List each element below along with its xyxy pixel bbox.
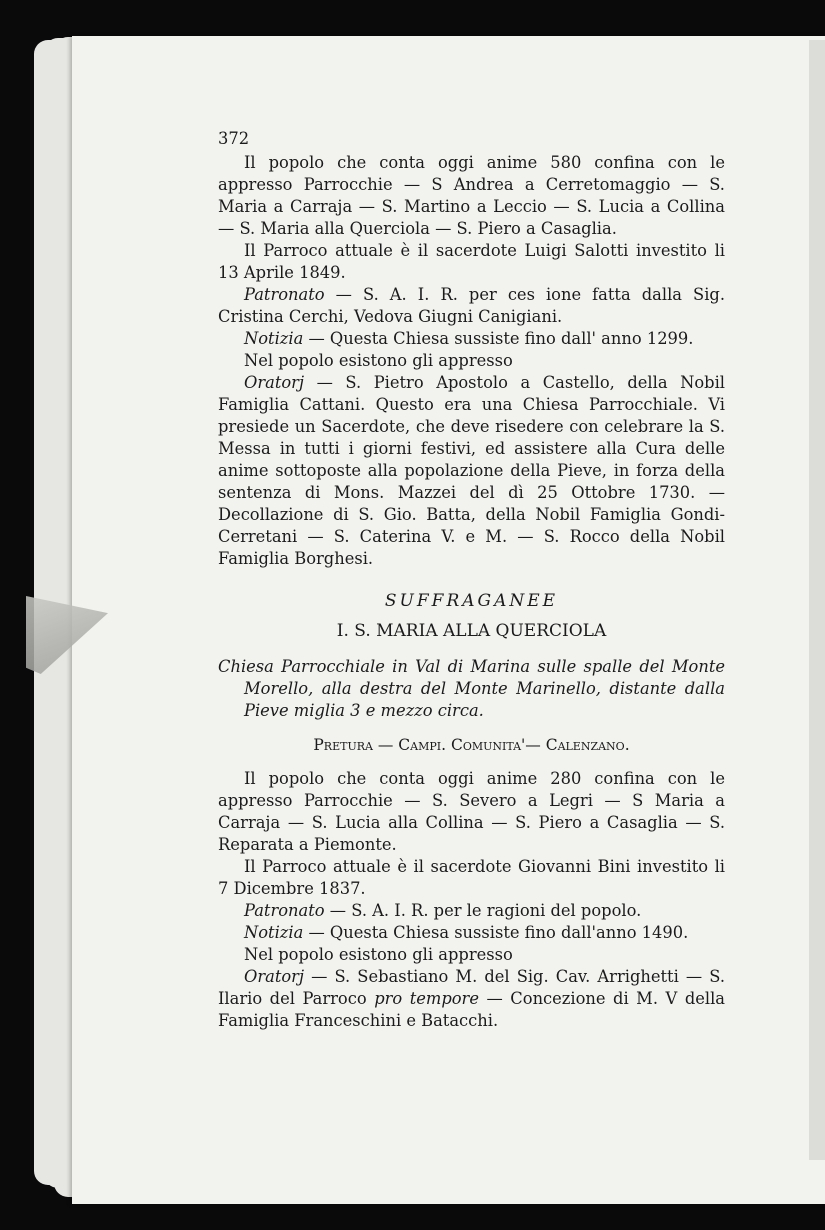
heading-chiesa: I. S. MARIA ALLA QUERCIOLA: [336, 621, 607, 641]
notizia-text: — Questa Chiesa sussiste fino dall'anno 1490.: [303, 923, 689, 942]
patronato-text: — S. A. I. R. per ces ione fatta dalla Sig. Cristina Cerchi, Vedova Giugni Canigiani.: [218, 285, 725, 326]
paragraph-parroco-1: Il Parroco attuale è il sacerdote Luigi Salotti investito li 13 Aprile 1849.: [218, 241, 725, 282]
paragraph-notizia-2: [218, 922, 725, 944]
notizia-label: Notizia: [244, 329, 304, 348]
notizia-label: Notizia: [244, 923, 304, 942]
page-text: [218, 128, 725, 1032]
oratorj-label: Oratorj: [244, 373, 305, 392]
pretura-line: Pretura — Campi. Comunita'— Calenzano.: [313, 736, 630, 754]
paragraph-nel-popolo-2: Nel popolo esistono gli appresso: [244, 945, 513, 964]
notizia-text: — Questa Chiesa sussiste fino dall' anno 1299.: [303, 329, 694, 348]
oratorj-text: — S. Sebastiano M. del Sig. Cav. Arrighetti — S. Ilario del Parroco: [218, 967, 725, 1008]
paragraph-oratorj-1: [218, 372, 725, 570]
oratorj-text: — S. Pietro Apostolo a Castello, della Nobil Famiglia Cattani. Questo era una Chiesa Parrocchiale. Vi presiede un Sacerdote, che deve risedere con celebrare la S. Messa in tutti i giorni festivi, ed assistere alla Cura delle anime sottoposte alla popolazione della Pieve, in forza della sentenza di Mons. Mazzei del dì 25 Ottobre 1730. — Decollazione di S. Gio. Batta, della Nobil Famiglia Gondi-Cerretani — S. Caterina V. e M. — S. Rocco della Nobil Famiglia Borghesi.: [218, 373, 725, 568]
paragraph-confini-1: Il popolo che conta oggi anime 580 confina con le appresso Parrocchie — S Andrea a Cerretomaggio — S. Maria a Carraja — S. Martino a Leccio — S. Lucia a Collina — S. Maria alla Querciola — S. Piero a Casaglia.: [218, 153, 725, 238]
chiesa-description: Chiesa Parrocchiale in Val di Marina sulle spalle del Monte Morello, alla destra del Monte Marinello, distante dalla Pieve miglia 3 e mezzo circa.: [218, 657, 725, 720]
patronato-label: Patronato: [244, 901, 325, 920]
paragraph-patronato-1: [218, 284, 725, 328]
oratorj-label: Oratorj: [244, 967, 305, 986]
heading-suffraganee: SUFFRAGANEE: [384, 591, 559, 611]
paragraph-notizia-1: [218, 328, 725, 350]
paragraph-parroco-2: Il Parroco attuale è il sacerdote Giovanni Bini investito li 7 Dicembre 1837.: [218, 857, 725, 898]
patronato-text: — S. A. I. R. per le ragioni del popolo.: [324, 901, 642, 920]
opposite-page-edge: [809, 40, 825, 1160]
pro-tempore: pro tempore: [374, 989, 479, 1008]
paragraph-confini-2: Il popolo che conta oggi anime 280 confina con le appresso Parrocchie — S. Severo a Legri — S Maria a Carraja — S. Lucia alla Collina — S. Piero a Casaglia — S. Reparata a Piemonte.: [218, 769, 725, 854]
paragraph-oratorj-2: [218, 966, 725, 1032]
oratorj-text-end: — Concezione di M. V della Famiglia Franceschini e Batacchi.: [218, 989, 725, 1030]
paragraph-nel-popolo-1: Nel popolo esistono gli appresso: [244, 351, 513, 370]
patronato-label: Patronato: [244, 285, 325, 304]
page-number: 372: [218, 129, 250, 148]
paragraph-patronato-2: [218, 900, 725, 922]
